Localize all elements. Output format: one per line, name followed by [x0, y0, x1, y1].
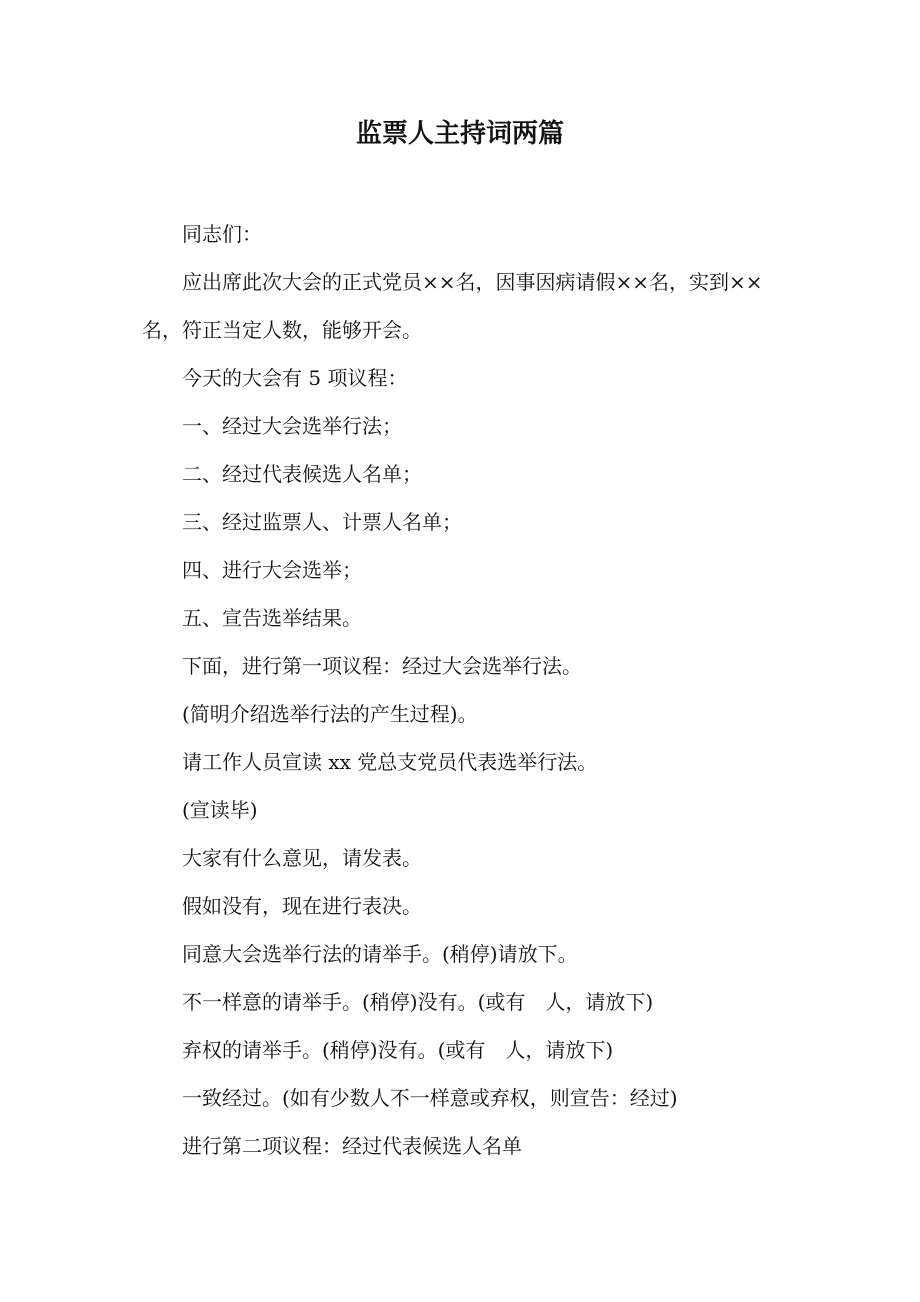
- document-title: 监票人主持词两篇: [355, 119, 564, 149]
- paragraph: 四、进行大会选举；: [182, 558, 362, 582]
- paragraph: 一致经过。(如有少数人不一样意或弃权，则宣告：经过): [182, 1086, 678, 1110]
- paragraph: 下面，进行第一项议程：经过大会选举行法。: [182, 654, 582, 678]
- document-body: [142, 210, 792, 1170]
- paragraph: 今天的大会有 5 项议程：: [182, 366, 408, 390]
- paragraph: 请工作人员宣读 xx 党总支党员代表选举行法。: [182, 750, 598, 774]
- paragraph: 进行第二项议程：经过代表候选人名单: [182, 1134, 522, 1158]
- paragraph: 三、经过监票人、计票人名单；: [182, 510, 462, 534]
- paragraph: 弃权的请举手。(稍停)没有。(或有 人，请放下): [182, 1038, 614, 1062]
- paragraph: 假如没有，现在进行表决。: [182, 894, 422, 918]
- paragraph: 五、宣告选举结果。: [182, 606, 362, 630]
- paragraph: 同意大会选举行法的请举手。(稍停)请放下。: [182, 942, 578, 966]
- paragraph: 二、经过代表候选人名单；: [182, 462, 422, 486]
- paragraph: 应出席此次大会的正式党员××名，因事因病请假××名，实到××名，符正当定人数，能够开会。: [142, 270, 763, 342]
- paragraph: 不一样意的请举手。(稍停)没有。(或有 人，请放下): [182, 990, 654, 1014]
- paragraph: 一、经过大会选举行法；: [182, 414, 402, 438]
- paragraph: (简明介绍选举行法的产生过程)。: [182, 702, 478, 726]
- paragraph: 大家有什么意见，请发表。: [182, 846, 422, 870]
- paragraph: 同志们：: [182, 222, 262, 246]
- paragraph: (宣读毕): [182, 798, 258, 822]
